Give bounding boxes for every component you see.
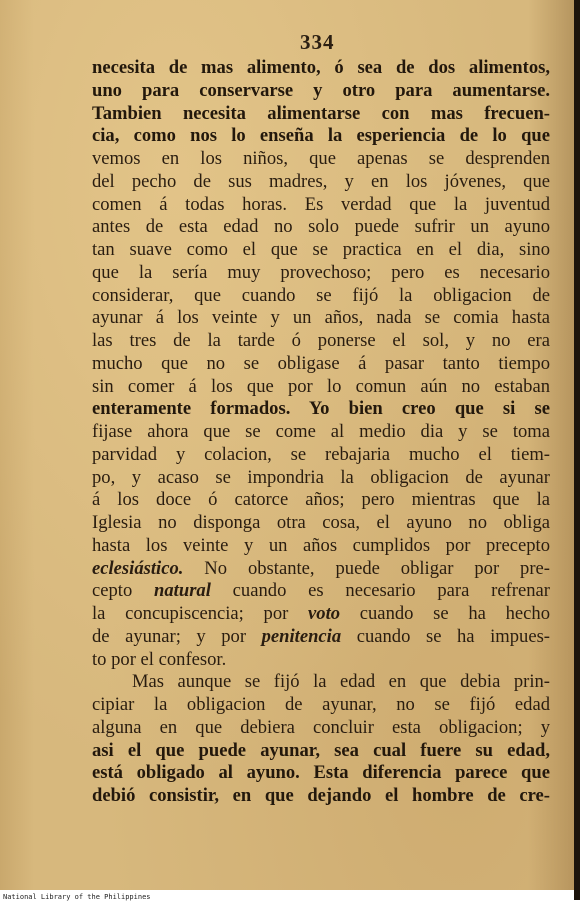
- body-text: [92, 57, 550, 808]
- text-line: mucho que no se obligase á pasar tanto tiempo: [92, 352, 550, 374]
- text-line: considerar, que cuando se fijó la obligacion de: [92, 284, 550, 306]
- text-line: uno para conservarse y otro para aumentarse.: [92, 79, 550, 101]
- text-line: [92, 558, 550, 581]
- italic-term: voto: [308, 603, 341, 624]
- text-line: las tres de la tarde ó ponerse el sol, y no era: [92, 330, 550, 351]
- text-line: Iglesia no disponga otra cosa, el ayuno no obliga: [92, 512, 550, 533]
- text-line: tan suave como el que se practica en el dia, sino: [92, 239, 550, 260]
- italic-term: penitencia: [261, 625, 342, 647]
- text-line: del pecho de sus madres, y en los jóvenes, que: [92, 170, 550, 192]
- text-line: cipiar la obligacion de ayunar, no se fijó edad: [92, 694, 550, 715]
- text-line: fijase ahora que se come al medio dia y se toma: [92, 421, 550, 442]
- text-line: antes de esta edad no solo puede sufrir un ayuno: [92, 216, 550, 238]
- text-line: cia, como nos lo enseña la esperiencia de lo que: [92, 125, 550, 147]
- text-line: to por el confesor.: [92, 648, 227, 670]
- paragraph-start-line: Mas aunque se fijó la edad en que debia prin-: [132, 671, 550, 693]
- text-line: po, y acaso se impondria la obligacion de ayunar: [92, 466, 550, 488]
- text-line: necesita de mas alimento, ó sea de dos alimentos,: [92, 57, 550, 78]
- text-line: asi el que puede ayunar, sea cual fuere su edad,: [92, 739, 550, 761]
- text-run: cuando se ha hecho: [340, 603, 550, 624]
- text-line: vemos en los niños, que apenas se desprenden: [92, 148, 550, 169]
- text-run: la concupiscencia; por: [92, 603, 309, 624]
- text-line: [92, 603, 550, 626]
- text-line: comen á todas horas. Es verdad que la juventud: [92, 193, 550, 215]
- text-run: de ayunar; y por: [92, 625, 262, 647]
- italic-term: natural: [154, 580, 211, 602]
- page-number: 334: [300, 30, 335, 54]
- italic-term: eclesiástico.: [92, 557, 184, 579]
- text-line: hasta los veinte y un años cumplidos por precepto: [92, 534, 550, 556]
- page-edge-shadow: [574, 0, 580, 900]
- text-line: á los doce ó catorce años; pero mientras que la: [92, 489, 550, 511]
- text-line: alguna en que debiera concluir esta obligacion; y: [92, 716, 550, 738]
- text-run: cuando se ha impues-: [341, 625, 550, 647]
- text-run: No obstante, puede obligar por pre-: [183, 557, 550, 579]
- text-line: debió consistir, en que dejando el hombre de cre-: [92, 785, 550, 806]
- text-line: [92, 580, 550, 603]
- text-line: sin comer á los que por lo comun aún no estaban: [92, 375, 550, 397]
- text-line: está obligado al ayuno. Esta diferencia parece que: [92, 762, 550, 784]
- text-line: que la sería muy provechoso; pero es necesario: [92, 261, 550, 283]
- text-line: ayunar á los veinte y un años, nada se comia hasta: [92, 307, 550, 329]
- text-run: cepto: [92, 580, 155, 602]
- library-credit: National Library of the Philippines: [3, 893, 151, 901]
- text-line: enteramente formados. Yo bien creo que si se: [92, 398, 550, 420]
- text-line: parvidad y colacion, se rebajaria mucho el tiem-: [92, 443, 550, 465]
- text-run: cuando es necesario para refrenar: [210, 580, 550, 602]
- text-line: Tambien necesita alimentarse con mas frecuen-: [92, 102, 550, 124]
- text-line: [92, 626, 550, 649]
